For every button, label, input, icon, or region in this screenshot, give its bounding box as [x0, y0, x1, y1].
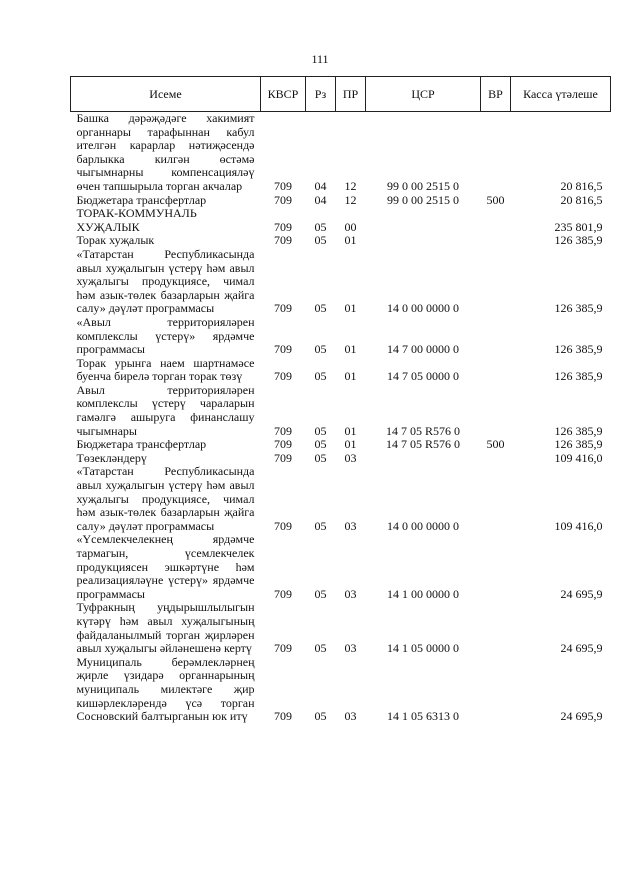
row-amount: 24 695,9	[560, 641, 603, 656]
row-name: Авыл территорияләрен комплекслы үстерү чараларын гамәлгә ашыруга финанслашу чыгымнары	[76, 382, 255, 438]
header-name: Исеме	[71, 77, 261, 112]
row-csr: 14 1 05 0000 0	[387, 641, 459, 656]
row-kvsr: 709	[274, 178, 292, 193]
row-kvsr: 709	[274, 518, 292, 533]
row-amount: 235 801,9	[554, 219, 603, 234]
row-rz: 05	[314, 342, 327, 357]
row-amount: 109 416,0	[554, 518, 603, 533]
row-kvsr: 709	[274, 437, 292, 452]
row-pr: 01	[344, 233, 357, 248]
header-kvsr: КВСР	[261, 77, 306, 112]
table-row	[71, 112, 611, 194]
row-pr: 03	[344, 518, 357, 533]
row-amount: 24 695,9	[560, 709, 603, 724]
table-row	[71, 601, 611, 655]
row-name: Төзекләндерү	[76, 450, 147, 465]
row-pr: 12	[344, 178, 357, 193]
table-row	[71, 357, 611, 384]
row-pr: 01	[344, 369, 357, 384]
row-vr	[481, 357, 511, 384]
row-name: Муниципаль берәмлекләрнең җирле үзидарә органнарының муниципаль милектәге җир кишәрлекләрендә үсә торган Сосновский балтырганын юк итү	[76, 654, 255, 724]
row-kvsr: 709	[274, 233, 292, 248]
table-row	[71, 194, 611, 208]
row-vr	[481, 601, 511, 655]
row-rz: 05	[314, 641, 327, 656]
table-row	[71, 316, 611, 357]
row-vr	[481, 384, 511, 438]
row-name: Туфракның уңдырышлылыгын күтәрү һәм авыл хуҗалыгының файдаланылмый торган җирләрен авыл хуҗалыгы әйләнешенә кертү	[76, 600, 255, 656]
table-row	[71, 656, 611, 724]
table-row	[71, 452, 611, 466]
row-rz: 05	[314, 518, 327, 533]
row-csr: 14 7 05 R576 0	[385, 423, 460, 438]
row-amount: 20 816,5	[560, 178, 603, 193]
row-rz: 05	[314, 586, 327, 601]
row-vr: 500	[486, 192, 505, 207]
row-csr: 14 7 05 0000 0	[387, 369, 459, 384]
row-amount: 126 385,9	[554, 301, 603, 316]
row-csr	[366, 452, 481, 466]
row-vr	[481, 234, 511, 248]
row-kvsr: 709	[274, 423, 292, 438]
row-rz: 05	[314, 437, 327, 452]
row-rz: 05	[314, 709, 327, 724]
table-body	[71, 112, 611, 724]
row-amount: 126 385,9	[554, 423, 603, 438]
row-name: «Авыл территорияләрен комплекслы үстерү» ярдәмче программасы	[76, 314, 255, 357]
row-rz: 05	[314, 450, 327, 465]
row-csr: 14 7 05 R576 0	[385, 437, 460, 452]
row-vr	[481, 656, 511, 724]
table-row	[71, 438, 611, 452]
row-name: Торак урынга наем шартнамәсе буенча бирелә торган торак төзү	[76, 355, 255, 384]
row-csr: 99 0 00 2515 0	[387, 192, 459, 207]
row-rz: 04	[314, 178, 327, 193]
row-rz: 05	[314, 423, 327, 438]
row-rz: 05	[314, 233, 327, 248]
table-row	[71, 384, 611, 438]
row-name: Бюджетара трансфертлар	[76, 192, 207, 207]
row-csr: 14 0 00 0000 0	[387, 518, 459, 533]
row-pr: 03	[344, 586, 357, 601]
row-kvsr: 709	[274, 219, 292, 234]
row-kvsr: 709	[274, 301, 292, 316]
row-vr	[481, 533, 511, 601]
row-amount: 126 385,9	[554, 369, 603, 384]
row-pr: 12	[344, 192, 357, 207]
table-row	[71, 465, 611, 533]
row-amount: 109 416,0	[554, 450, 603, 465]
row-rz: 05	[314, 301, 327, 316]
row-pr: 00	[344, 219, 357, 234]
row-pr: 01	[344, 301, 357, 316]
row-name: «Татарстан Республикасында авыл хуҗалыгын үстерү һәм авыл хуҗалыгы продукциясе, чимал һәм азык-төлек базарларын җайга салу» дәүләт программасы	[76, 464, 255, 533]
row-kvsr: 709	[274, 586, 292, 601]
row-csr	[366, 234, 481, 248]
header-rz: Рз	[306, 77, 336, 112]
header-kassa: Касса үтәлеше	[511, 77, 611, 112]
table-row	[71, 533, 611, 601]
row-vr	[481, 465, 511, 533]
row-amount: 126 385,9	[554, 437, 603, 452]
row-pr: 01	[344, 423, 357, 438]
row-csr: 14 1 05 6313 0	[387, 709, 459, 724]
row-vr	[481, 112, 511, 194]
row-name: Торак хуҗалык	[76, 233, 155, 248]
row-kvsr: 709	[274, 192, 292, 207]
row-csr: 99 0 00 2515 0	[387, 178, 459, 193]
row-pr: 01	[344, 437, 357, 452]
row-vr	[481, 452, 511, 466]
row-vr	[481, 248, 511, 316]
row-amount: 20 816,5	[560, 192, 603, 207]
table-row	[71, 234, 611, 248]
row-pr: 03	[344, 450, 357, 465]
header-csr: ЦСР	[366, 77, 481, 112]
row-pr: 01	[344, 342, 357, 357]
row-name: ТОРАК-КОММУНАЛЬ ХУҖАЛЫК	[76, 206, 197, 234]
row-amount: 126 385,9	[554, 342, 603, 357]
header-vr: ВР	[481, 77, 511, 112]
row-name: Башка дәрәҗәдәге хакимият органнары тарафыннан кабул ителгән карарлар нәтиҗәсендә барлыкка килгән өстәмә чыгымнарны компенсацияләү өчен тапшырыла торган акчалар	[76, 111, 255, 193]
row-pr: 03	[344, 709, 357, 724]
table-header	[71, 77, 611, 112]
page-number: 111	[311, 52, 329, 66]
row-rz: 05	[314, 369, 327, 384]
header-pr: ПР	[336, 77, 366, 112]
row-csr: 14 1 00 0000 0	[387, 586, 459, 601]
table-row	[71, 207, 611, 234]
row-rz: 05	[314, 219, 327, 234]
budget-table	[70, 76, 611, 724]
row-kvsr: 709	[274, 342, 292, 357]
row-csr	[366, 207, 481, 234]
row-kvsr: 709	[274, 369, 292, 384]
row-pr: 03	[344, 641, 357, 656]
row-name: «Үсемлекчелекнең ярдәмче тармагын, үсемлекчелек продукциясен эшкәртүне һәм реализацияләүне үстерү» ярдәмче программасы	[76, 532, 255, 601]
row-rz: 04	[314, 192, 327, 207]
row-kvsr: 709	[274, 641, 292, 656]
row-kvsr: 709	[274, 709, 292, 724]
row-name: Бюджетара трансфертлар	[76, 437, 207, 452]
row-amount: 126 385,9	[554, 233, 603, 248]
row-vr	[481, 207, 511, 234]
row-csr: 14 0 00 0000 0	[387, 301, 459, 316]
row-vr: 500	[486, 437, 505, 452]
row-vr	[481, 316, 511, 357]
row-csr: 14 7 00 0000 0	[387, 342, 459, 357]
table-row	[71, 248, 611, 316]
row-kvsr: 709	[274, 450, 292, 465]
row-amount: 24 695,9	[560, 586, 603, 601]
row-name: «Татарстан Республикасында авыл хуҗалыгын үстерү һәм авыл хуҗалыгы продукциясе, чимал һәм азык-төлек базарларын җайга салу» дәүләт программасы	[76, 246, 255, 316]
